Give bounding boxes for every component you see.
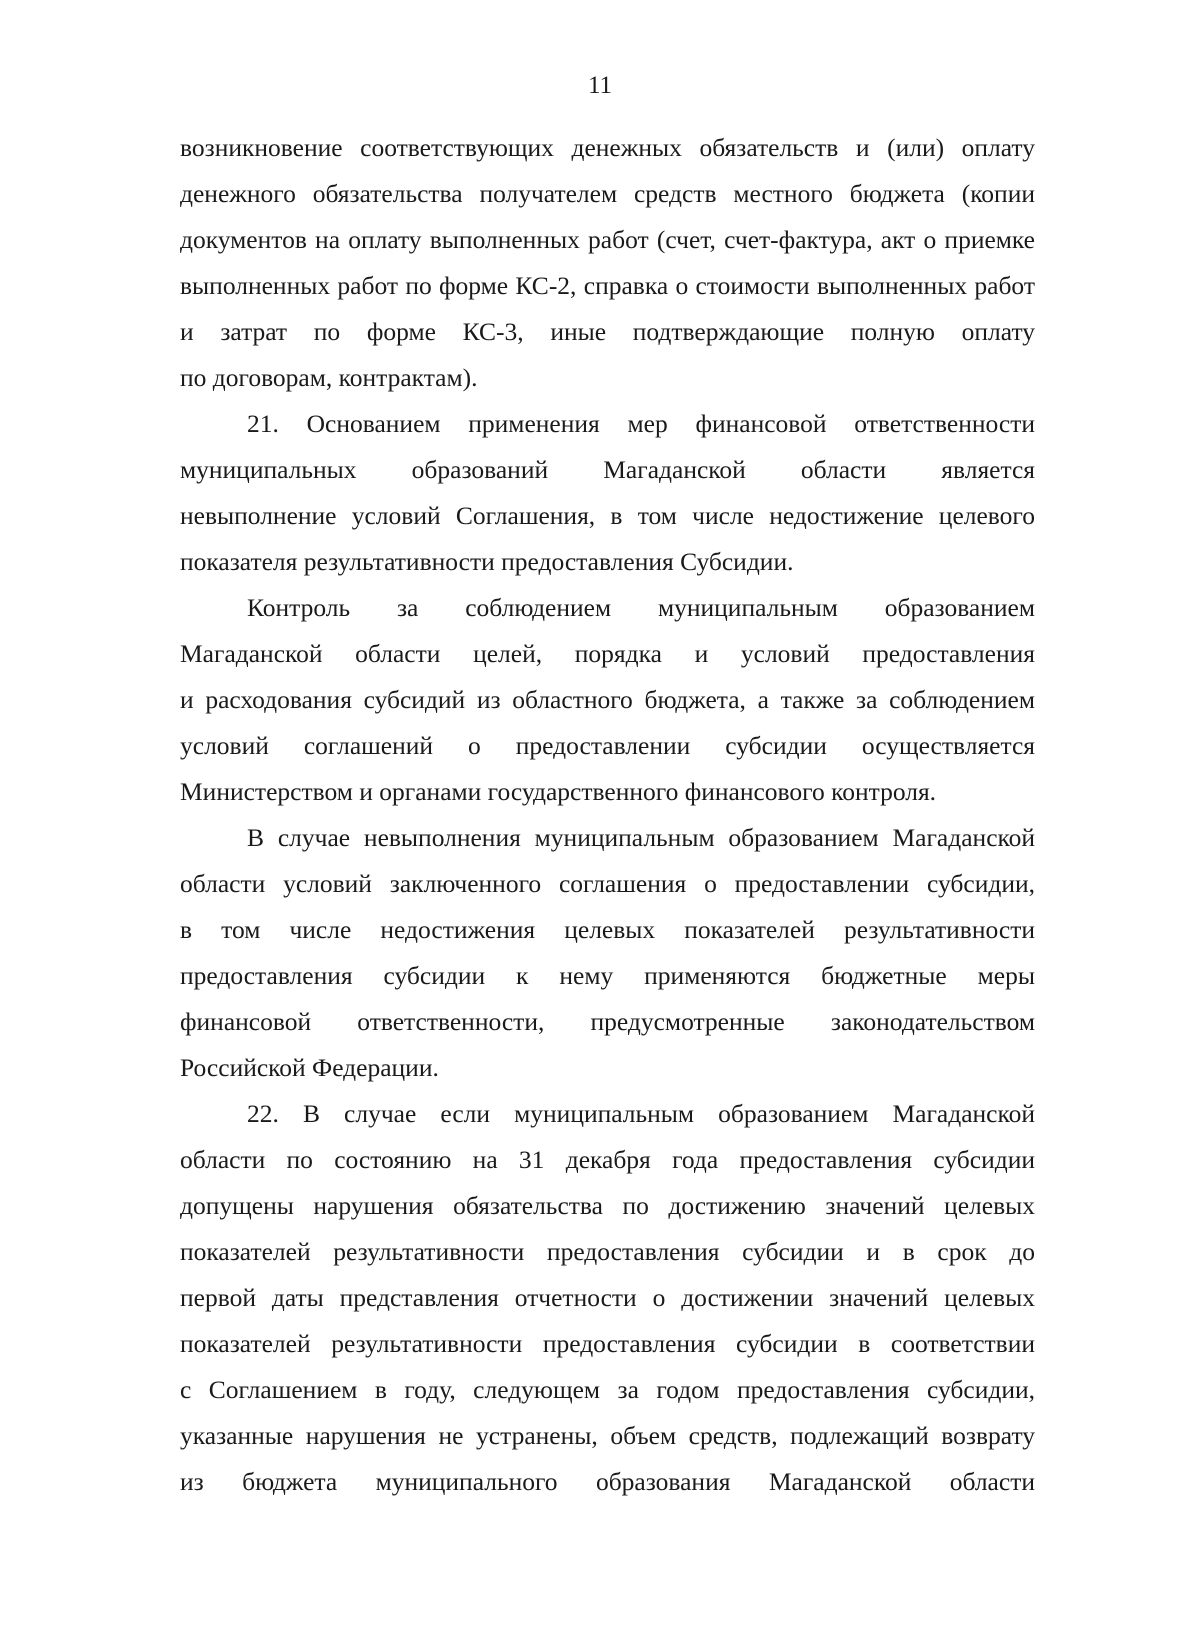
document-body: [180, 125, 1035, 1505]
text-line: невыполнение условий Соглашения, в том числе недостижение целевого: [180, 501, 1035, 530]
text-line: денежного обязательства получателем средств местного бюджета (копии: [180, 179, 1035, 208]
text-line: показателя результативности предоставления Субсидии.: [180, 547, 794, 576]
text-line: из бюджета муниципального образования Магаданской области: [180, 1467, 1035, 1496]
text-line: В случае невыполнения муниципальным образованием Магаданской: [247, 823, 1035, 852]
text-line: по договорам, контрактам).: [180, 363, 478, 392]
text-line: выполненных работ по форме КС-2, справка о стоимости выполненных работ: [180, 271, 1035, 300]
text-line: и расходования субсидий из областного бюджета, а также за соблюдением: [180, 685, 1035, 714]
text-line: муниципальных образований Магаданской области является: [180, 455, 1035, 484]
text-line: 21. Основанием применения мер финансовой ответственности: [247, 409, 1035, 438]
text-line: Российской Федерации.: [180, 1053, 439, 1082]
text-line: финансовой ответственности, предусмотренные законодательством: [180, 1007, 1035, 1036]
text-line: показателей результативности предоставления субсидии в соответствии: [180, 1329, 1035, 1358]
text-line: и затрат по форме КС-3, иные подтверждающие полную оплату: [180, 317, 1035, 346]
text-line: допущены нарушения обязательства по достижению значений целевых: [180, 1191, 1035, 1220]
text-line: области условий заключенного соглашения о предоставлении субсидии,: [180, 869, 1035, 898]
text-line: с Соглашением в году, следующем за годом предоставления субсидии,: [180, 1375, 1035, 1404]
text-line: в том числе недостижения целевых показателей результативности: [180, 915, 1035, 944]
text-line: Контроль за соблюдением муниципальным образованием: [247, 593, 1035, 622]
text-line: Магаданской области целей, порядка и условий предоставления: [180, 639, 1035, 668]
text-line: первой даты представления отчетности о достижении значений целевых: [180, 1283, 1035, 1312]
page-number: 11: [587, 72, 613, 99]
text-line: условий соглашений о предоставлении субсидии осуществляется: [180, 731, 1035, 760]
text-line: Министерством и органами государственного финансового контроля.: [180, 777, 937, 806]
text-line: возникновение соответствующих денежных обязательств и (или) оплату: [180, 133, 1035, 162]
text-line: указанные нарушения не устранены, объем средств, подлежащий возврату: [180, 1421, 1035, 1450]
text-line: области по состоянию на 31 декабря года предоставления субсидии: [180, 1145, 1035, 1174]
text-line: документов на оплату выполненных работ (счет, счет-фактура, акт о приемке: [180, 225, 1035, 254]
text-line: предоставления субсидии к нему применяются бюджетные меры: [180, 961, 1035, 990]
text-line: показателей результативности предоставления субсидии и в срок до: [180, 1237, 1035, 1266]
text-line: 22. В случае если муниципальным образованием Магаданской: [247, 1099, 1035, 1128]
